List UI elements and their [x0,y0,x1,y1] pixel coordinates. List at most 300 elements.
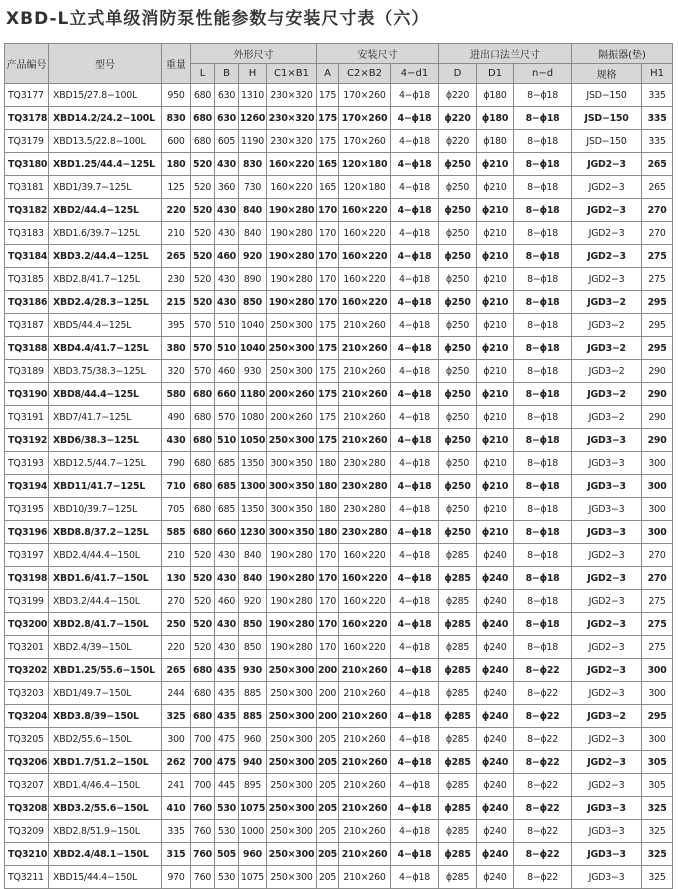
L-cell: 680 [191,406,215,429]
H1-cell: 300 [642,498,673,521]
H1-cell: 305 [642,751,673,774]
weight-cell: 600 [162,130,191,153]
d1-cell: 4−ϕ18 [391,728,439,751]
header-H1: H1 [642,64,673,84]
L-cell: 520 [191,567,215,590]
isolator-spec-cell: JGD3−3 [572,866,642,889]
A-cell: 205 [317,797,339,820]
product-no-cell: TQ3201 [5,636,49,659]
C2B2-cell: 120×180 [339,176,391,199]
product-no-cell: TQ3205 [5,728,49,751]
D-cell: ϕ285 [439,843,477,866]
A-cell: 170 [317,245,339,268]
model-cell: XBD1.6/41.7−150L [49,567,162,590]
A-cell: 175 [317,130,339,153]
table-row [5,728,673,751]
product-no-cell: TQ3193 [5,452,49,475]
A-cell: 165 [317,176,339,199]
H1-cell: 335 [642,130,673,153]
C2B2-cell: 230×280 [339,521,391,544]
d1-cell: 4−ϕ18 [391,705,439,728]
model-cell: XBD8/44.4−125L [49,383,162,406]
H1-cell: 300 [642,452,673,475]
nd-cell: 8−ϕ22 [514,705,572,728]
table-row [5,797,673,820]
L-cell: 680 [191,383,215,406]
page-title: XBD-L立式单级消防泵性能参数与安装尺寸表（六） [6,9,430,29]
nd-cell: 8−ϕ18 [514,590,572,613]
isolator-spec-cell: JGD2−3 [572,199,642,222]
isolator-spec-cell: JGD3−2 [572,705,642,728]
weight-cell: 315 [162,843,191,866]
L-cell: 680 [191,498,215,521]
isolator-spec-cell: JGD2−3 [572,544,642,567]
header-B: B [215,64,239,84]
table-row [5,521,673,544]
C1B1-cell: 250×300 [267,429,317,452]
d1-cell: 4−ϕ18 [391,291,439,314]
isolator-spec-cell: JGD2−3 [572,176,642,199]
nd-cell: 8−ϕ22 [514,843,572,866]
C2B2-cell: 210×260 [339,429,391,452]
H-cell: 920 [239,245,267,268]
C1B1-cell: 300×350 [267,452,317,475]
C1B1-cell: 250×300 [267,360,317,383]
C2B2-cell: 160×220 [339,567,391,590]
D-cell: ϕ285 [439,820,477,843]
D1-cell: ϕ210 [477,498,514,521]
model-cell: XBD2.4/28.3−125L [49,291,162,314]
nd-cell: 8−ϕ18 [514,130,572,153]
d1-cell: 4−ϕ18 [391,176,439,199]
d1-cell: 4−ϕ18 [391,107,439,130]
D-cell: ϕ285 [439,659,477,682]
weight-cell: 705 [162,498,191,521]
L-cell: 680 [191,84,215,107]
table-row [5,291,673,314]
H1-cell: 325 [642,820,673,843]
d1-cell: 4−ϕ18 [391,636,439,659]
H-cell: 930 [239,659,267,682]
C2B2-cell: 210×260 [339,360,391,383]
H-cell: 940 [239,751,267,774]
H1-cell: 270 [642,544,673,567]
B-cell: 430 [215,153,239,176]
table-row [5,199,673,222]
product-no-cell: TQ3184 [5,245,49,268]
isolator-spec-cell: JGD2−3 [572,636,642,659]
d1-cell: 4−ϕ18 [391,452,439,475]
D-cell: ϕ220 [439,84,477,107]
model-cell: XBD12.5/44.7−125L [49,452,162,475]
L-cell: 520 [191,590,215,613]
H-cell: 1180 [239,383,267,406]
weight-cell: 970 [162,866,191,889]
model-cell: XBD1.6/39.7−125L [49,222,162,245]
H-cell: 1260 [239,107,267,130]
D-cell: ϕ250 [439,199,477,222]
table-row [5,682,673,705]
isolator-spec-cell: JGD3−3 [572,843,642,866]
B-cell: 505 [215,843,239,866]
H1-cell: 300 [642,521,673,544]
D1-cell: ϕ240 [477,682,514,705]
table-row [5,452,673,475]
A-cell: 170 [317,199,339,222]
weight-cell: 320 [162,360,191,383]
L-cell: 570 [191,337,215,360]
C1B1-cell: 250×300 [267,797,317,820]
L-cell: 760 [191,820,215,843]
product-no-cell: TQ3202 [5,659,49,682]
D-cell: ϕ250 [439,429,477,452]
d1-cell: 4−ϕ18 [391,682,439,705]
isolator-spec-cell: JGD3−3 [572,521,642,544]
C2B2-cell: 160×220 [339,613,391,636]
C2B2-cell: 230×280 [339,498,391,521]
B-cell: 445 [215,774,239,797]
H1-cell: 295 [642,314,673,337]
weight-cell: 410 [162,797,191,820]
d1-cell: 4−ϕ18 [391,84,439,107]
H1-cell: 335 [642,84,673,107]
product-no-cell: TQ3206 [5,751,49,774]
nd-cell: 8−ϕ22 [514,866,572,889]
L-cell: 680 [191,452,215,475]
C1B1-cell: 250×300 [267,751,317,774]
D-cell: ϕ250 [439,176,477,199]
C2B2-cell: 160×220 [339,222,391,245]
B-cell: 570 [215,406,239,429]
H-cell: 1080 [239,406,267,429]
isolator-spec-cell: JGD2−3 [572,268,642,291]
product-no-cell: TQ3196 [5,521,49,544]
nd-cell: 8−ϕ18 [514,406,572,429]
isolator-spec-cell: JGD2−3 [572,590,642,613]
C2B2-cell: 160×220 [339,245,391,268]
L-cell: 680 [191,705,215,728]
L-cell: 760 [191,797,215,820]
A-cell: 200 [317,682,339,705]
model-cell: XBD7/41.7−125L [49,406,162,429]
H1-cell: 290 [642,360,673,383]
B-cell: 530 [215,820,239,843]
model-cell: XBD6/38.3−125L [49,429,162,452]
C2B2-cell: 160×220 [339,268,391,291]
d1-cell: 4−ϕ18 [391,659,439,682]
H-cell: 885 [239,705,267,728]
D1-cell: ϕ180 [477,107,514,130]
B-cell: 430 [215,613,239,636]
product-no-cell: TQ3210 [5,843,49,866]
weight-cell: 262 [162,751,191,774]
table-row [5,636,673,659]
A-cell: 200 [317,659,339,682]
model-cell: XBD3.2/44.4−125L [49,245,162,268]
model-cell: XBD15/27.8−100L [49,84,162,107]
d1-cell: 4−ϕ18 [391,866,439,889]
C2B2-cell: 160×220 [339,544,391,567]
A-cell: 205 [317,820,339,843]
C2B2-cell: 160×220 [339,590,391,613]
B-cell: 630 [215,84,239,107]
model-cell: XBD2.4/44.4−150L [49,544,162,567]
B-cell: 430 [215,291,239,314]
product-no-cell: TQ3180 [5,153,49,176]
weight-cell: 380 [162,337,191,360]
C1B1-cell: 200×260 [267,383,317,406]
H1-cell: 275 [642,613,673,636]
L-cell: 520 [191,199,215,222]
H-cell: 1050 [239,429,267,452]
weight-cell: 395 [162,314,191,337]
C2B2-cell: 120×180 [339,153,391,176]
weight-cell: 710 [162,475,191,498]
C1B1-cell: 250×300 [267,866,317,889]
C1B1-cell: 230×320 [267,84,317,107]
B-cell: 685 [215,498,239,521]
A-cell: 205 [317,728,339,751]
C1B1-cell: 250×300 [267,705,317,728]
nd-cell: 8−ϕ18 [514,613,572,636]
weight-cell: 430 [162,429,191,452]
D-cell: ϕ285 [439,544,477,567]
D1-cell: ϕ210 [477,452,514,475]
product-no-cell: TQ3199 [5,590,49,613]
L-cell: 520 [191,153,215,176]
D-cell: ϕ250 [439,245,477,268]
isolator-spec-cell: JGD2−3 [572,222,642,245]
D1-cell: ϕ240 [477,866,514,889]
H-cell: 830 [239,153,267,176]
isolator-spec-cell: JGD3−2 [572,360,642,383]
D-cell: ϕ250 [439,521,477,544]
D-cell: ϕ250 [439,498,477,521]
table-row [5,613,673,636]
model-cell: XBD11/41.7−125L [49,475,162,498]
product-no-cell: TQ3186 [5,291,49,314]
B-cell: 660 [215,521,239,544]
H1-cell: 275 [642,268,673,291]
L-cell: 520 [191,176,215,199]
D-cell: ϕ250 [439,475,477,498]
isolator-spec-cell: JGD2−3 [572,751,642,774]
A-cell: 180 [317,521,339,544]
C2B2-cell: 210×260 [339,728,391,751]
model-cell: XBD2/55.6−150L [49,728,162,751]
B-cell: 360 [215,176,239,199]
weight-cell: 580 [162,383,191,406]
D-cell: ϕ285 [439,866,477,889]
model-cell: XBD14.2/24.2−100L [49,107,162,130]
H1-cell: 300 [642,728,673,751]
C2B2-cell: 210×260 [339,659,391,682]
C1B1-cell: 190×280 [267,567,317,590]
table-row [5,567,673,590]
B-cell: 475 [215,751,239,774]
D1-cell: ϕ240 [477,705,514,728]
D-cell: ϕ250 [439,452,477,475]
L-cell: 680 [191,130,215,153]
isolator-spec-cell: JSD−150 [572,84,642,107]
B-cell: 475 [215,728,239,751]
table-row [5,84,673,107]
header-D: D [439,64,477,84]
C2B2-cell: 170×260 [339,130,391,153]
L-cell: 700 [191,728,215,751]
product-no-cell: TQ3209 [5,820,49,843]
product-no-cell: TQ3208 [5,797,49,820]
H-cell: 1040 [239,337,267,360]
nd-cell: 8−ϕ18 [514,199,572,222]
C2B2-cell: 210×260 [339,314,391,337]
C1B1-cell: 200×260 [267,406,317,429]
nd-cell: 8−ϕ18 [514,475,572,498]
H-cell: 840 [239,222,267,245]
L-cell: 520 [191,268,215,291]
L-cell: 520 [191,291,215,314]
D-cell: ϕ250 [439,406,477,429]
table-row [5,245,673,268]
isolator-spec-cell: JGD2−3 [572,567,642,590]
model-cell: XBD10/39.7−125L [49,498,162,521]
B-cell: 430 [215,567,239,590]
header-spec: 规格 [572,64,642,84]
L-cell: 700 [191,751,215,774]
product-no-cell: TQ3187 [5,314,49,337]
model-cell: XBD3.8/39−150L [49,705,162,728]
L-cell: 700 [191,774,215,797]
d1-cell: 4−ϕ18 [391,406,439,429]
L-cell: 680 [191,429,215,452]
H-cell: 1350 [239,452,267,475]
H-cell: 1000 [239,820,267,843]
product-no-cell: TQ3194 [5,475,49,498]
table-row [5,314,673,337]
D-cell: ϕ250 [439,360,477,383]
B-cell: 530 [215,797,239,820]
model-cell: XBD2.8/51.9−150L [49,820,162,843]
weight-cell: 130 [162,567,191,590]
H-cell: 850 [239,613,267,636]
model-cell: XBD13.5/22.8−100L [49,130,162,153]
H1-cell: 275 [642,245,673,268]
model-cell: XBD2.4/48.1−150L [49,843,162,866]
product-no-cell: TQ3198 [5,567,49,590]
header-isolator: 隔振器(垫) [572,44,673,64]
B-cell: 460 [215,245,239,268]
table-row [5,337,673,360]
C1B1-cell: 190×280 [267,199,317,222]
D1-cell: ϕ180 [477,84,514,107]
d1-cell: 4−ϕ18 [391,222,439,245]
header-outline-dimensions: 外形尺寸 [191,44,317,64]
L-cell: 680 [191,475,215,498]
product-no-cell: TQ3177 [5,84,49,107]
table-row [5,843,673,866]
D-cell: ϕ250 [439,383,477,406]
model-cell: XBD1/49.7−150L [49,682,162,705]
model-cell: XBD4.4/41.7−125L [49,337,162,360]
d1-cell: 4−ϕ18 [391,498,439,521]
isolator-spec-cell: JGD2−3 [572,153,642,176]
D1-cell: ϕ240 [477,774,514,797]
B-cell: 685 [215,452,239,475]
header-C2B2: C2×B2 [339,64,391,84]
table-row [5,176,673,199]
nd-cell: 8−ϕ18 [514,452,572,475]
C1B1-cell: 230×320 [267,107,317,130]
table-row [5,360,673,383]
L-cell: 680 [191,682,215,705]
H1-cell: 270 [642,222,673,245]
isolator-spec-cell: JGD3−3 [572,820,642,843]
D1-cell: ϕ240 [477,544,514,567]
model-cell: XBD1.4/46.4−150L [49,774,162,797]
A-cell: 175 [317,107,339,130]
C1B1-cell: 190×280 [267,268,317,291]
nd-cell: 8−ϕ18 [514,314,572,337]
D-cell: ϕ220 [439,107,477,130]
C2B2-cell: 210×260 [339,682,391,705]
C2B2-cell: 230×280 [339,475,391,498]
A-cell: 170 [317,544,339,567]
B-cell: 430 [215,199,239,222]
pump-spec-table [4,43,673,889]
table-row [5,590,673,613]
H1-cell: 335 [642,107,673,130]
D1-cell: ϕ210 [477,360,514,383]
C1B1-cell: 230×320 [267,130,317,153]
L-cell: 520 [191,222,215,245]
D-cell: ϕ285 [439,751,477,774]
L-cell: 520 [191,613,215,636]
header-A: A [317,64,339,84]
D1-cell: ϕ240 [477,567,514,590]
weight-cell: 790 [162,452,191,475]
nd-cell: 8−ϕ22 [514,728,572,751]
d1-cell: 4−ϕ18 [391,751,439,774]
nd-cell: 8−ϕ18 [514,268,572,291]
model-cell: XBD1.25/44.4−125L [49,153,162,176]
H-cell: 840 [239,199,267,222]
H-cell: 840 [239,567,267,590]
d1-cell: 4−ϕ18 [391,268,439,291]
B-cell: 460 [215,360,239,383]
nd-cell: 8−ϕ22 [514,659,572,682]
d1-cell: 4−ϕ18 [391,567,439,590]
C1B1-cell: 190×280 [267,222,317,245]
D1-cell: ϕ210 [477,383,514,406]
nd-cell: 8−ϕ18 [514,360,572,383]
table-header [5,44,673,84]
weight-cell: 950 [162,84,191,107]
C2B2-cell: 210×260 [339,705,391,728]
d1-cell: 4−ϕ18 [391,544,439,567]
d1-cell: 4−ϕ18 [391,245,439,268]
weight-cell: 210 [162,222,191,245]
D-cell: ϕ285 [439,682,477,705]
L-cell: 680 [191,107,215,130]
D-cell: ϕ250 [439,153,477,176]
weight-cell: 300 [162,728,191,751]
d1-cell: 4−ϕ18 [391,360,439,383]
D1-cell: ϕ210 [477,429,514,452]
C2B2-cell: 210×260 [339,383,391,406]
H-cell: 840 [239,544,267,567]
H-cell: 960 [239,728,267,751]
A-cell: 205 [317,866,339,889]
